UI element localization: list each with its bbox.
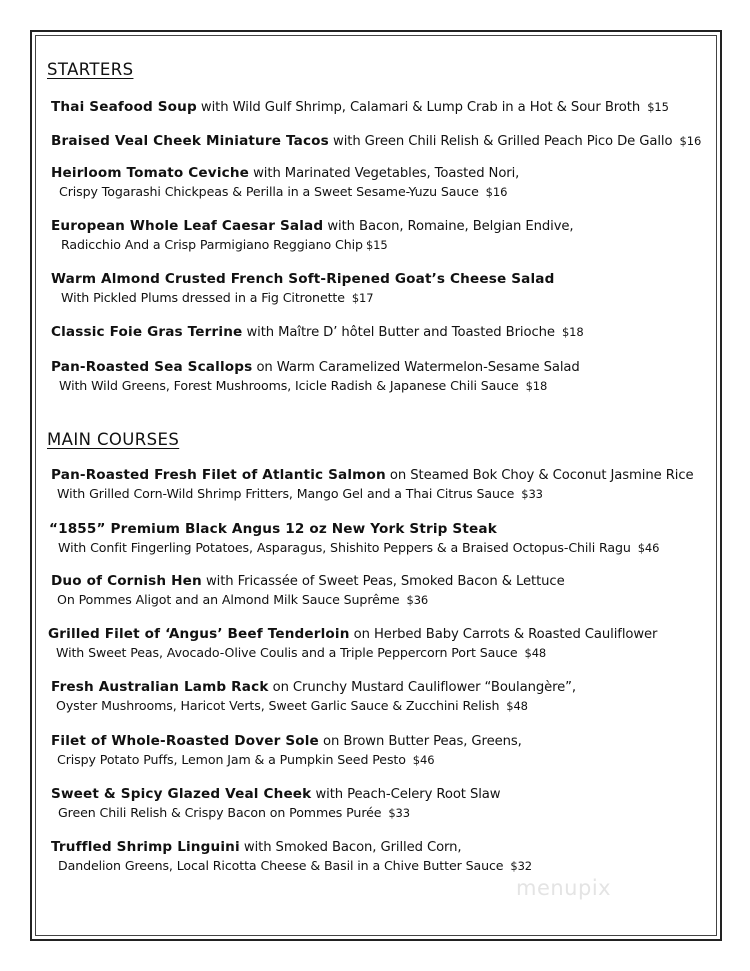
- item-price: $18: [561, 325, 584, 339]
- item-name: Heirloom Tomato Ceviche: [51, 165, 250, 181]
- menupix-watermark: menupix: [516, 876, 612, 900]
- item-name: Filet of Whole-Roasted Dover Sole: [51, 733, 319, 749]
- item-price: $15: [647, 100, 669, 114]
- item-description: with Smoked Bacon, Grilled Corn,: [239, 840, 462, 855]
- item-price: $17: [351, 291, 374, 305]
- item-description-2: Oyster Mushrooms, Haricot Verts, Sweet Garlic Sauce & Zucchini Relish: [56, 698, 500, 713]
- item-name: Sweet & Spicy Glazed Veal Cheek: [51, 786, 312, 802]
- item-name: Duo of Cornish Hen: [51, 573, 202, 589]
- item-description: on Warm Caramelized Watermelon-Sesame Salad: [252, 360, 580, 375]
- item-name: Pan-Roasted Fresh Filet of Atlantic Salmon: [51, 467, 386, 483]
- item-description-2: With Grilled Corn-Wild Shrimp Fritters, Mango Gel and a Thai Citrus Sauce: [57, 486, 515, 501]
- menu-item: [49, 520, 659, 557]
- starters-heading: STARTERS: [47, 60, 134, 79]
- menu-item: [51, 572, 565, 609]
- item-price: $48: [506, 699, 528, 713]
- item-price: $48: [524, 646, 547, 660]
- item-description-2: Radicchio And a Crisp Parmigiano Reggiano Chip: [61, 237, 363, 252]
- item-description-2: Dandelion Greens, Local Ricotta Cheese & Basil in a Chive Butter Sauce: [58, 858, 504, 873]
- item-price: $36: [406, 593, 429, 607]
- item-description: with Green Chili Relish & Grilled Peach Pico De Gallo: [328, 134, 673, 149]
- item-description: on Brown Butter Peas, Greens,: [318, 734, 522, 749]
- item-description-2: With Wild Greens, Forest Mushrooms, Icicle Radish & Japanese Chili Sauce: [59, 378, 519, 393]
- item-description: with Fricassée of Sweet Peas, Smoked Bacon & Lettuce: [201, 574, 565, 589]
- item-description-2: With Pickled Plums dressed in a Fig Citronette: [61, 290, 345, 305]
- main-courses-heading: MAIN COURSES: [47, 430, 180, 449]
- item-description-2: Crispy Potato Puffs, Lemon Jam & a Pumpkin Seed Pesto: [57, 752, 406, 767]
- item-description: with Bacon, Romaine, Belgian Endive,: [323, 219, 574, 234]
- menu-item: [51, 358, 580, 395]
- item-price: $32: [510, 859, 533, 873]
- menu-item: [51, 323, 584, 342]
- item-name: Classic Foie Gras Terrine: [51, 324, 243, 340]
- item-name: Truffled Shrimp Linguini: [51, 839, 240, 855]
- item-name: “1855” Premium Black Angus 12 oz New York Strip Steak: [49, 521, 497, 537]
- item-description: with Wild Gulf Shrimp, Calamari & Lump Crab in a Hot & Sour Broth: [196, 100, 641, 115]
- menu-item: [51, 785, 500, 822]
- item-price: $46: [637, 541, 660, 555]
- menu-item: [51, 270, 555, 307]
- menu-item: [51, 132, 701, 151]
- item-description: on Steamed Bok Choy & Coconut Jasmine Rice: [385, 468, 694, 483]
- item-price: $16: [679, 134, 702, 148]
- item-description-2: With Confit Fingerling Potatoes, Asparagus, Shishito Peppers & a Braised Octopus-Chili Ragu: [58, 540, 631, 555]
- item-description: on Herbed Baby Carrots & Roasted Cauliflower: [349, 627, 658, 642]
- item-name: Thai Seafood Soup: [51, 99, 197, 115]
- item-description-2: Green Chili Relish & Crispy Bacon on Pommes Purée: [58, 805, 382, 820]
- item-name: Fresh Australian Lamb Rack: [51, 679, 269, 695]
- menu-item: [51, 838, 532, 875]
- item-price: $15: [365, 238, 388, 252]
- menu-item: [51, 164, 519, 201]
- item-description: on Crunchy Mustard Cauliflower “Boulangère”,: [268, 680, 577, 695]
- item-description-2: Crispy Togarashi Chickpeas & Perilla in a Sweet Sesame-Yuzu Sauce: [59, 184, 479, 199]
- menu-item: [51, 732, 522, 769]
- item-name: Grilled Filet of ‘Angus’ Beef Tenderloin: [48, 626, 350, 642]
- menu-item: [51, 98, 669, 117]
- item-description-2: On Pommes Aligot and an Almond Milk Sauce Suprême: [57, 592, 400, 607]
- item-name: Pan-Roasted Sea Scallops: [51, 359, 253, 375]
- item-description: with Maître D’ hôtel Butter and Toasted Brioche: [242, 325, 555, 340]
- menu-item: [48, 625, 657, 662]
- item-name: Braised Veal Cheek Miniature Tacos: [51, 133, 329, 149]
- item-price: $46: [412, 753, 435, 767]
- item-price: $33: [388, 806, 410, 820]
- item-name: Warm Almond Crusted French Soft-Ripened Goat’s Cheese Salad: [51, 271, 555, 287]
- item-price: $18: [525, 379, 548, 393]
- item-description: with Marinated Vegetables, Toasted Nori,: [249, 166, 520, 181]
- item-name: European Whole Leaf Caesar Salad: [51, 218, 324, 234]
- item-price: $33: [521, 487, 543, 501]
- menu-item: [51, 217, 574, 254]
- item-price: $16: [485, 185, 508, 199]
- menu-item: [51, 678, 576, 715]
- menu-item: [51, 466, 694, 503]
- item-description: with Peach-Celery Root Slaw: [311, 787, 501, 802]
- item-description-2: With Sweet Peas, Avocado-Olive Coulis and a Triple Peppercorn Port Sauce: [56, 645, 518, 660]
